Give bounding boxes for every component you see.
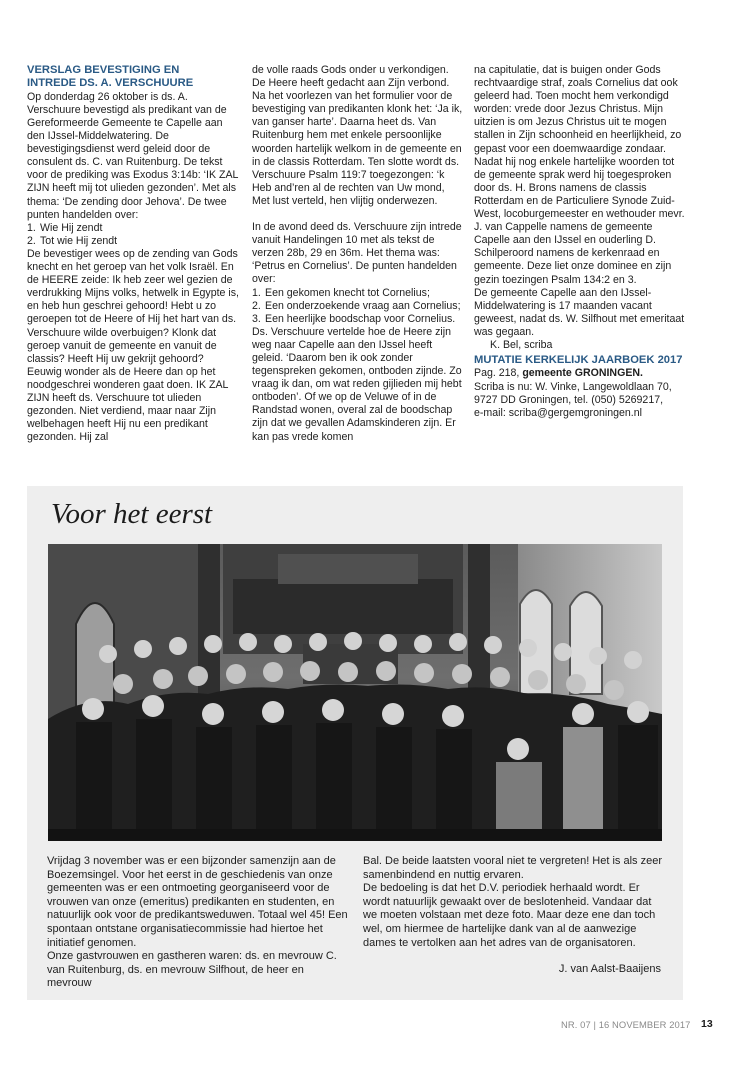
list-item: 3. Een heerlijke boodschap voor Cornelius. [252, 312, 456, 325]
article-paragraph: De gemeente Capelle aan den IJssel-Middelwatering is 17 maanden vacant geweest, nadat ds. W. Silfhout met emeritaat was gegaan. [474, 286, 685, 338]
article-paragraph: In de avond deed ds. Verschuure zijn intrede vanuit Handelingen 10 met als tekst de verzen 28b, 29 en 36m. Het thema was: ‘Petrus en Cornelius’. De punten handelden over: [252, 221, 462, 286]
list-item: 2. Een onderzoekende vraag aan Cornelius; [252, 299, 461, 312]
article-column-1 [27, 64, 240, 444]
article-column-2 [252, 64, 465, 444]
mutation-line: 9727 DD Groningen, tel. (050) 5269217, [474, 393, 664, 406]
article-signature: K. Bel, scriba [490, 338, 553, 351]
mutation-heading: MUTATIE KERKELIJK JAARBOEK 2017 [474, 354, 683, 367]
feature-paragraph: De bedoeling is dat het D.V. periodiek herhaald wordt. Er wordt natuurlijk gewaakt over de beslotenheid. Vandaar dat we moeten volstaan met deze foto. Maar deze ene dan toch wel, om hiermee de hartelijke dank van al de aanwezige dames te vertolken aan het adres van de organisatoren. [363, 882, 656, 949]
feature-signature: J. van Aalst-Baaijens [558, 963, 661, 976]
feature-paragraph: Bal. De beide laatsten vooral niet te vergreten! Het is als zeer samenbindend en nuttig ervaren. [363, 855, 662, 881]
article-paragraph: Ds. Verschuure vertelde hoe de Heere zijn weg naar Capelle aan den IJssel heeft geleid. ‘Daarom ben ik ook zonder tegenspreken gekomen, ontboden zijnde. Zo vraag ik dan, om wat reden gijlieden mij hebt ontboden’. Of we op de Veluwe of in de Randstad wonen, overal zal de boodschap zijn dat we gevallen Adamskinderen zijn. Er kan pas vrede komen [252, 325, 462, 443]
mutation-email: e-mail: scriba@gergemgroningen.nl [474, 406, 642, 419]
article-paragraph: De bevestiger wees op de zending van Gods knecht en het geroep van het volk Israël. En de HEERE zeide: Ik heb zeer wel gezien de verdrukking Mijns volks, hetwelk in Egypte is, en heb hun geschrei gehoord! Hebt u zo geroepen tot de Heere of Hij het hart van ds. Verschuure wilde overbuigen? Klonk dat geroep vanuit de gemeente en vanuit de classis? Heeft Hij uw gekrijt gehoord? Eeuwig wonder als de Heere dan op het noodgeschrei wonderen gaat doen. IK ZAL ZIJN heeft ds. Verschuure tot ulieden gezonden. Niet verdiend, maar naar Zijn welbehagen heeft Hij nu een predikant gezonden. Hij zal [27, 247, 239, 444]
list-item: 2. Tot wie Hij zendt [27, 234, 118, 247]
article-paragraph: Nadat hij nog enkele hartelijke woorden tot de gemeente sprak werd hij toegesproken door ds. H. Brons namens de classis Rotterdam en de Particuliere Synode Zuid-West, locoburgemeester en wethouder mevr. J. van Cappelle namens de gemeente Capelle aan den IJssel en ouderling D. Schilperoord namens de kerkenraad en gemeente. Deze liet onze dominee en zijn gezin toezingen Psalm 134:2 en 3. [474, 155, 685, 286]
feature-title: Voor het eerst [51, 498, 213, 530]
list-item: 1. Een gekomen knecht tot Cornelius; [252, 286, 430, 299]
article-paragraph: na capitulatie, dat is buigen onder Gods rechtvaardige straf, zoals Cornelius dat ook geleerd had. Toen mocht hem verkondigd worden: vrede door Jezus Christus. Mijn uitzien is om Jezus Christus uit te mogen stallen in Zijn schoonheid en heerlijkheid, zo gepast voor een doemwaardige zondaar. [474, 64, 682, 155]
feature-paragraph: Vrijdag 3 november was er een bijzonder samenzijn aan de Boezemsingel. Voor het eerst in de geschiedenis van onze gemeenten was er een ontmoeting georganiseerd voor de vrouwen van onze (emeritus) predikanten en studenten, en natuurlijk ook voor de predikantsweduwen. Totaal wel 45! Een spontaan ontstane organisatiecommissie had hiertoe het initiatief genomen. [47, 855, 348, 949]
feature-box [27, 486, 683, 1000]
article-paragraph: de volle raads Gods onder u verkondigen. De Heere heeft gedacht aan Zijn verbond. Na het voorlezen van het formulier voor de bevestiging van predikanten klonk het: ‘Ja ik, van ganser harte’. Daarna heet ds. Van Ruitenburg hem met enkele persoonlijke woorden hartelijk welkom in de gemeente en in de classis Rotterdam. Ten slotte wordt ds. Verschuure Psalm 119:7 toegezongen: ‘k Heb and’ren al de rechten van Uw mond, Met lust verteld, hen vlijtig onderwezen. [252, 64, 463, 207]
article-paragraph: Op donderdag 26 oktober is ds. A. Verschuure bevestigd als predikant van de Gereformeerde Gemeente te Capelle aan den IJssel-Middelwatering. De bevestigingsdienst werd geleid door de consulent ds. C. van Ruitenburg. De tekst voor de prediking was Exodus 3:14b: ‘IK ZAL ZIJN heeft mij tot ulieden gezonden’. Met als thema: ‘De zending door Jehova’. De twee punten handelden over: [27, 90, 239, 221]
article-heading-line-1: VERSLAG BEVESTIGING EN [27, 64, 180, 76]
list-item: 1. Wie Hij zendt [27, 221, 103, 234]
page-number: 13 [701, 1018, 713, 1030]
article-heading-line-2: INTREDE DS. A. VERSCHUURE [27, 77, 194, 90]
group-photo [48, 544, 662, 841]
issue-footer: NR. 07 | 16 NOVEMBER 2017 [561, 1019, 691, 1030]
mutation-line: Pag. 218, gemeente GRONINGEN. [474, 367, 643, 380]
feature-paragraph: Onze gastvrouwen en gastheren waren: ds. en mevrouw C. van Ruitenburg, ds. en mevrouw Silfhout, de heer en mevrouw [47, 950, 337, 990]
mutation-line: Scriba is nu: W. Vinke, Langewoldlaan 70, [474, 380, 672, 393]
feature-column-right [363, 855, 665, 977]
feature-column-left [47, 855, 349, 991]
article-column-3 [474, 64, 686, 420]
